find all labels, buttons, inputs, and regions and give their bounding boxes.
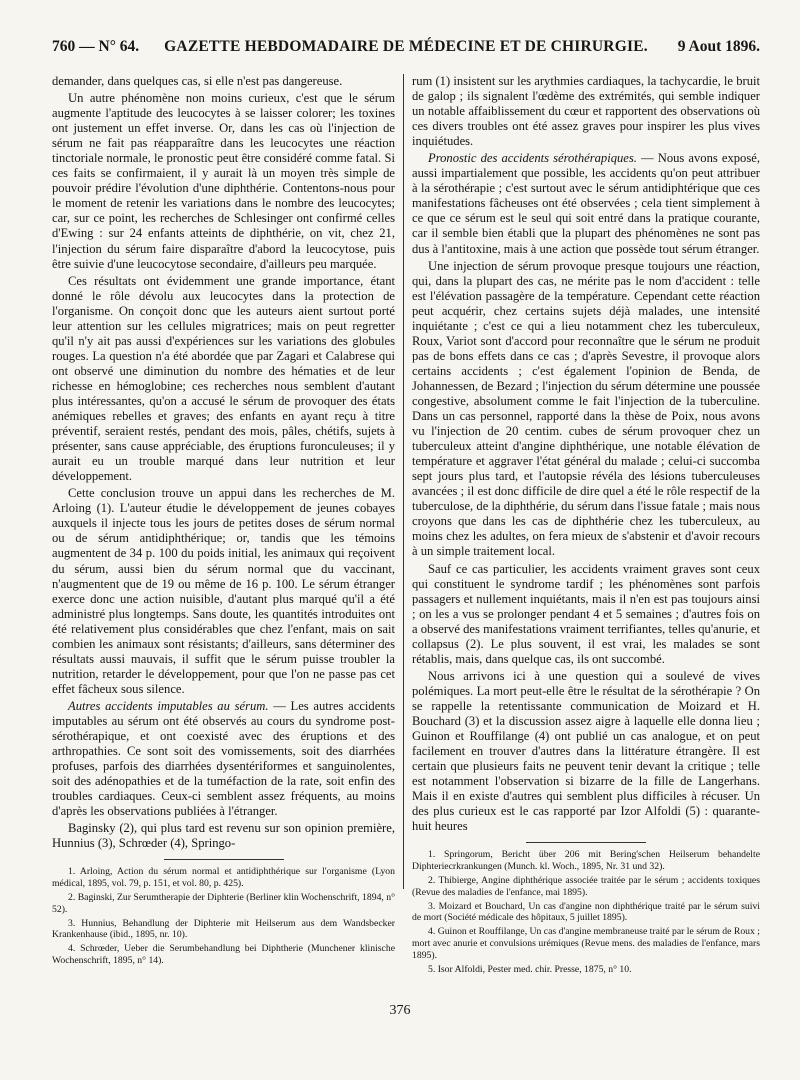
footnote: 4. Guinon et Rouffilange, Un cas d'angine membraneuse traité par le sérum de Roux ; mort avec anurie et convulsions urémiques (Revue mens. des maladies de l'enfance, mars 1895). — [412, 926, 760, 961]
footnote: 2. Baginski, Zur Serumtherapie der Diphterie (Berliner klin Wochenschrift, 1894, n° 52). — [52, 891, 395, 915]
paragraph: Baginsky (2), qui plus tard est revenu sur son opinion première, Hunnius (3), Schrœder (4), Springo- — [52, 821, 395, 851]
paragraph-text: — Les autres accidents imputables au sérum ont été observés au cours du syndrome post-sérothérapique, et ont coexisté avec des éruptions et des arthropathies. Ce sont soit des vomissements, soit des diarrhées profuses, parfois des diarrhées dysentériformes et sanguinolentes, soit des adénopathies et de la tuméfaction de la rate, soit enfin des troubles cardiaques. Ceux-ci semblent assez fréquents, au moins d'après les observations publiées à l'étranger. — [52, 698, 395, 819]
issue-date: 9 Aout 1896. — [677, 38, 760, 55]
footnote-divider — [164, 859, 284, 860]
footnote-divider — [526, 842, 646, 843]
section-heading: Autres accidents imputables au sérum. — [68, 698, 269, 713]
paragraph: rum (1) insistent sur les arythmies cardiaques, la tachycardie, le bruit de galop ; ils signalent l'œdème des extrémités, qui semble indiquer un notable affaiblissement du cœur et rapportent des observations où ces divers troubles ont été assez graves pour inspirer les plus vives inquiétudes. — [412, 74, 760, 149]
section-heading: Pronostic des accidents sérothérapiques. — [428, 151, 637, 166]
footnote: 2. Thibierge, Angine diphthérique associée traitée par le sérum ; accidents toxiques (Revue des maladies de l'enfance, mai 1895). — [412, 874, 760, 898]
running-header — [52, 38, 760, 60]
paragraph — [52, 699, 395, 819]
left-column — [52, 74, 395, 969]
footnote: 4. Schrœder, Ueber die Serumbehandlung bei Diphtherie (Munchener klinische Wochenschrift, 1895, n° 14). — [52, 943, 395, 966]
column-divider — [403, 74, 404, 889]
footnote: 1. Springorum, Bericht über 206 mit Bering'schen Heilserum behandelte Diphteriecrkrankungen (Munch. kl. Woch., 1895, Nr. 31 und 32). — [412, 849, 760, 873]
paragraph-text: — Nous avons exposé, aussi impartialement que possible, les accidents qu'on peut attribuer à la sérothérapie ; c'est surtout avec le sérum antidiphtérique que ces manifestations fâcheuses ont été observées ; cela tient simplement à ce que ce sérum est le seul qui soit entré dans la pratique courante, car il semble bien établi que la plupart des phénomènes ne sont pas dus à l'antitoxine, mais à une action que possède tout sérum étranger. — [412, 151, 760, 256]
journal-title: GAZETTE HEBDOMADAIRE DE MÉDECINE ET DE CHIRURGIE. — [164, 38, 648, 55]
paragraph — [412, 151, 760, 256]
paragraph: Une injection de sérum provoque presque toujours une réaction, qui, dans la plupart des cas, ne mérite pas le nom d'accident : telle est l'élévation passagère de la température. Cependant cette réaction peut acquérir, chez certains sujets déjà malades, une intensité inquiétante ; c'est ce qui a lieu notamment chez les tuberculeux, Roux, Variot sont d'accord pour reconnaître que le sérum ne produit pas de bons effets dans ce cas ; d'après Sevestre, il provoque alors certains accidents ; c'est également l'opinion de Benda, de Johannessen, de Bezard ; l'injection du sérum détermine une poussée congestive, absolument comme le fait l'injection de la tuberculine. Dans un cas personnel, rapporté dans la thèse de Poix, nous avons vu l'injection de 20 centim. cubes de sérum provoquer chez un tuberculeux atteint d'angine diphthérique, une notable élévation de température et aggraver l'état général du malade ; celui-ci succomba sept jours plus tard, et l'autopsie révéla des lésions tuberculeuses avancées ; il est donc difficile de dire quel a été le rôle respectif de la tuberculose, de la diphthérie, du sérum dans l'issue fatale ; mais nous croyons que dans les cas de diphthérie chez les tuberculeux, au moins chez les adultes, on fera mieux de s'abstenir et d'avoir recours à un simple traitement local. — [412, 258, 760, 559]
paragraph: demander, dans quelques cas, si elle n'est pas dangereuse. — [52, 74, 343, 88]
paragraph: Ces résultats ont évidemment une grande importance, étant donné le rôle dévolu aux leucocytes dans la protection de l'organisme. On conçoit donc que les auteurs aient surtout porté leur attention sur les cellules migratrices; mais on peut regretter qu'il n'y ait pas aussi d'expériences sur les variations des globules rouges. La question n'a été abordée que par Zagari et Calabrese qui ont observé une diminution du nombre des hématies et de leur richesse en hémoglobine; ces recherches nous semblent d'autant plus intéressantes, qu'on a accusé le sérum de provoquer des états anémiques rebelles et graves; des enfants en ayant reçu à titre préventif, seraient restés, pendant des mois, pâles, chétifs, sujets à présenter, sans cause appréciable, des éruptions furonculeuses; il y aurait eu un trouble marqué dans leur nutrition et leur développement. — [52, 273, 395, 484]
footnote: 3. Hunnius, Behandlung der Diphterie mit Heilserum aus dem Wandsbecker Krankenhause (ibid., 1895, nr. 10). — [52, 917, 395, 941]
footnote: 3. Moizard et Bouchard, Un cas d'angine non diphthérique traité par le sérum suivi de mort (Société médicale des hôpitaux, 5 juillet 1895). — [412, 900, 760, 924]
footnote: 5. Isor Alfoldi, Pester med. chir. Presse, 1875, n° 10. — [428, 963, 632, 975]
footnote: 1. Arloing, Action du sérum normal et antidiphthérique sur l'organisme (Lyon médical, 1895, vol. 79, p. 151, et vol. 80, p. 425). — [52, 866, 395, 890]
paragraph: Cette conclusion trouve un appui dans les recherches de M. Arloing (1). L'auteur étudie le développement de jeunes cobayes auxquels il injecte tous les jours de petites doses de sérum normal ou de sérum antidiphthérique; or, tandis que les témoins augmentent de 34 p. 100 du poids initial, les animaux qui reçoivent du sérum, aussi bien du sérum normal que du vaccinant, n'augmentent que de 19 ou même de 16 p. 100. Le sérum étranger exerce donc une action nuisible, d'autant plus marqué qu'il a été administré plus longtemps. Sans doute, les quantités introduites ont été relativement plus considérables que chez l'enfant, mais on sait combien les animaux sont résistants; d'ailleurs, sans déterminer des résultats aussi mauvais, il suffit que le sérum puisse troubler la nutrition, retarder le développement, pour que l'on ne passe pas cet effet fâcheux sous silence. — [52, 486, 395, 696]
page-number: 376 — [389, 1003, 411, 1018]
header-page-issue: 760 — N° 64. — [52, 38, 140, 55]
paragraph: Sauf ce cas particulier, les accidents vraiment graves sont ceux qui constituent le syndrome tardif ; les phénomènes sont parfois passagers et nullement inquiétants, mais il n'en est pas toujours ainsi ; on les a vus se prolonger pendant 4 et 5 semaines ; d'autres fois on a observé des manifestations vraiment terrifiantes, telles qu'anurie, et collapsus (2). Le plus souvent, il est vrai, les malades se sont rétablis, mais, dans quelque cas, ils ont succombé. — [412, 561, 760, 666]
right-column — [412, 74, 760, 977]
paragraph: Un autre phénomène non moins curieux, c'est que le sérum augmente l'aptitude des leucocytes à se laisser colorer; les toxines ont justement un effet inverse. Or, dans les cas où l'injection de sérum ne fait pas réapparaître dans les leucocytes une réaction tinctoriale normale, le pronostic peut être considéré comme fatal. Si ces faits se confirmaient, il y aurait là un moyen très simple de pouvoir prédire l'évolution d'une diphthérie. Contentons-nous pour le moment de retenir les variations dans le nombre des leucocytes; car, sur ce point, les recherches de Schlesinger ont confirmé celles d'Ewing : sur 24 enfants atteints de diphthérie, on vit, chez 21, l'injection du sérum faire disparaître d'abord la leucocytose, puis être suivie d'une leucocytose secondaire, d'ailleurs peu marquée. — [52, 91, 395, 271]
paragraph: Nous arrivons ici à une question qui a soulevé de vives polémiques. La mort peut-elle être le résultat de la sérothérapie ? On se rappelle la retentissante communication de Moizard et H. Bouchard (3) et la discussion assez aigre à laquelle elle donna lieu ; Guinon et Rouffilange (4) ont publié un cas analogue, et on peut facilement en trouver d'autres dans la littérature étrangère. Il est certain que plusieurs faits ne peuvent tenir devant la critique ; telle est notamment l'observation si bizarre de la fille de Langerhans. Mais il en existe d'autres qui semblent plus difficiles à récuser. Un des plus curieux est le cas rapporté par Izor Alfoldi (5) : quarante-huit heures — [412, 668, 760, 834]
